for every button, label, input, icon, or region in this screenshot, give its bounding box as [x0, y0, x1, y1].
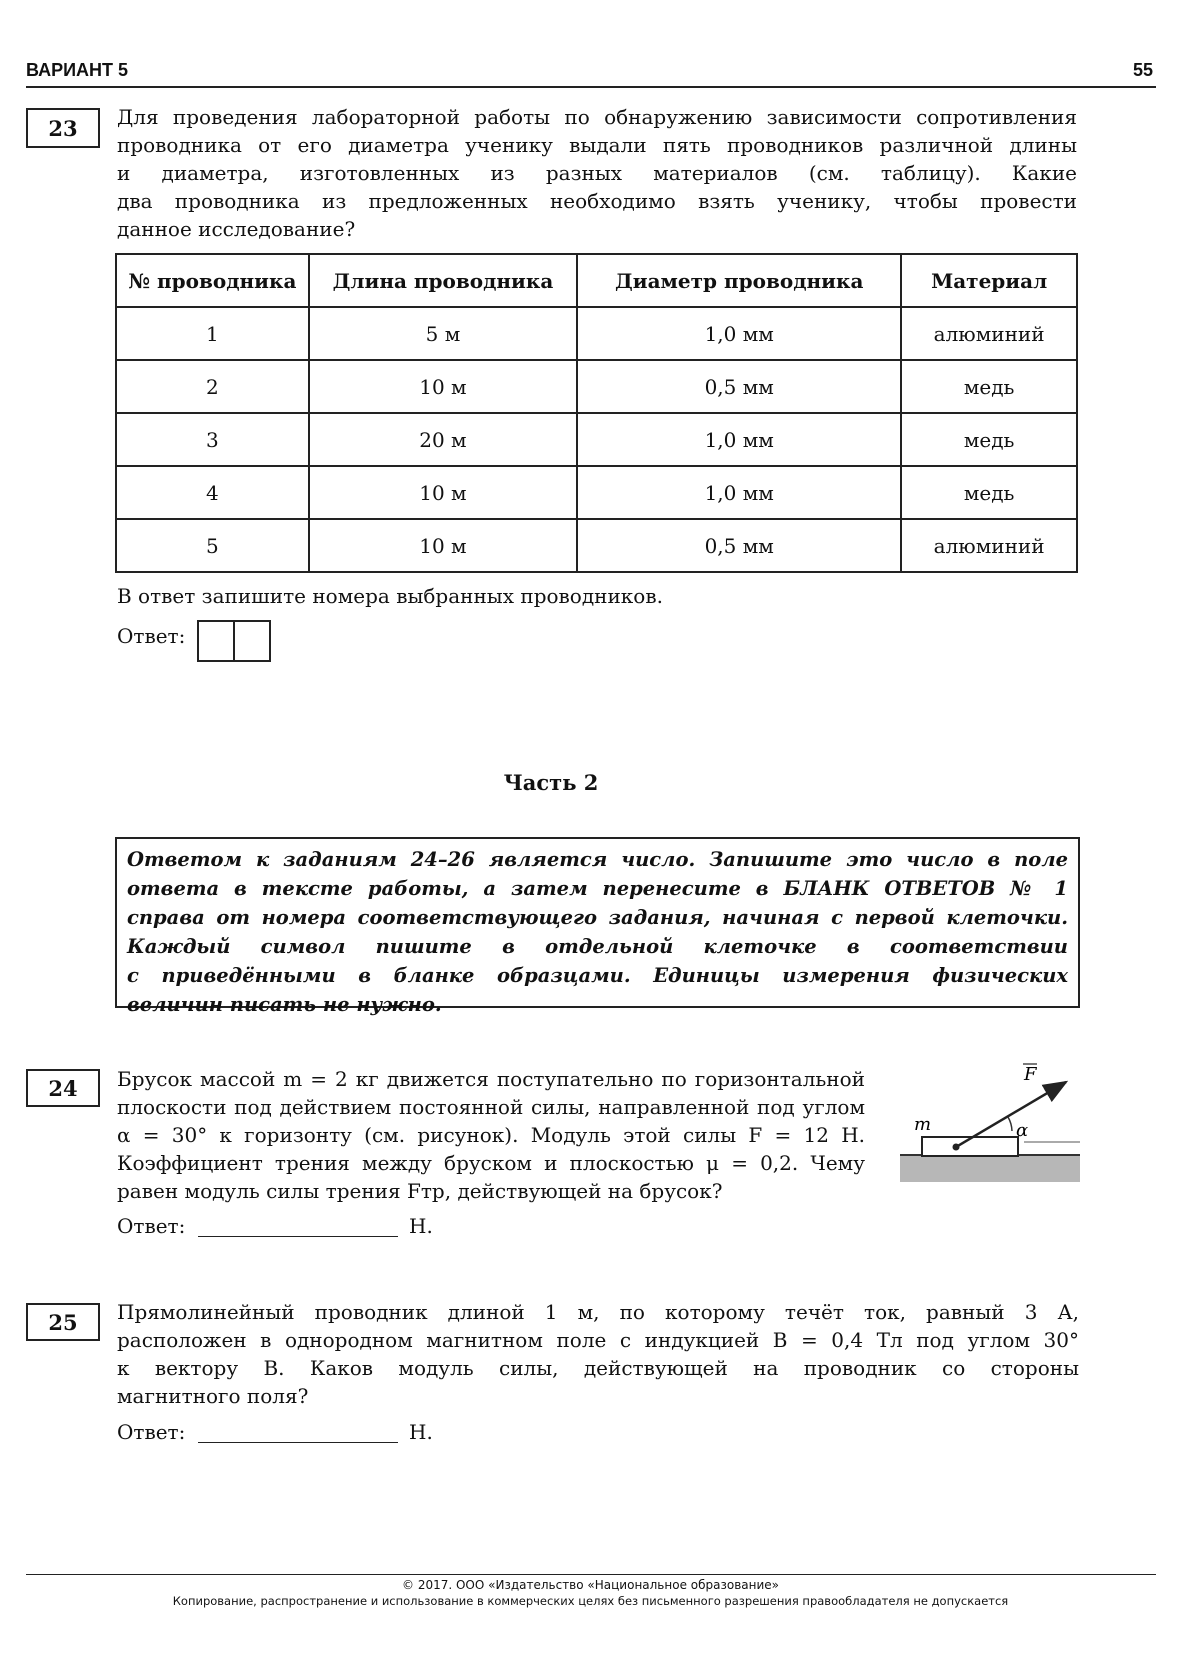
table-cell: медь: [901, 360, 1077, 413]
task-25-line: к вектору B. Каков модуль силы, действующей на проводник со стороны: [117, 1356, 1079, 1380]
instruction-line: справа от номера соответствующего задания, начиная с первой клеточки.: [127, 906, 1068, 929]
angle-label: α: [1016, 1120, 1029, 1141]
header-cell: Диаметр проводника: [577, 254, 901, 307]
task-25-text: [117, 1298, 1079, 1410]
instruction-line: ответа в тексте работы, а затем перенесите в БЛАНК ОТВЕТОВ № 1: [127, 877, 1068, 900]
task-25-line: магнитного поля?: [117, 1384, 309, 1408]
task-23-number: 23: [26, 108, 100, 148]
task-24-line: α = 30° к горизонту (см. рисунок). Модуль этой силы F = 12 Н.: [117, 1123, 865, 1147]
answer-cell[interactable]: [235, 620, 271, 662]
table-cell: 1,0 мм: [577, 307, 901, 360]
footer-copyright: © 2017. ООО «Издательство «Национальное образование»: [402, 1578, 779, 1592]
task-25-answer-label: Ответ:: [117, 1420, 186, 1444]
table-row: [116, 519, 1077, 572]
task-23-line: два проводника из предложенных необходимо взять ученику, чтобы провести: [117, 189, 1077, 213]
task-25-answer-field[interactable]: [198, 1420, 398, 1443]
task-24-unit: Н.: [409, 1214, 433, 1238]
instruction-line: Ответом к заданиям 24–26 является число. Запишите это число в поле: [127, 848, 1068, 871]
task-25-line: Прямолинейный проводник длиной 1 м, по которому течёт ток, равный 3 А,: [117, 1300, 1079, 1324]
table-row: [116, 466, 1077, 519]
task-25-number: 25: [26, 1303, 100, 1341]
table-cell: 1,0 мм: [577, 413, 901, 466]
table-cell: 5: [116, 519, 309, 572]
task-24-text: [117, 1065, 865, 1205]
task-24-number: 24: [26, 1069, 100, 1107]
table-row: [116, 413, 1077, 466]
part-2-title: Часть 2: [503, 770, 599, 795]
task-25-unit: Н.: [409, 1420, 433, 1444]
task-25-line: расположен в однородном магнитном поле с индукцией B = 0,4 Тл под углом 30°: [117, 1328, 1079, 1352]
table-cell: 0,5 мм: [577, 360, 901, 413]
instruction-line: с приведёнными в бланке образцами. Единицы измерения физических: [127, 964, 1068, 987]
force-label: F: [1024, 1064, 1037, 1085]
table-cell: 10 м: [309, 466, 577, 519]
mass-label: m: [914, 1114, 932, 1135]
task-23-line: проводника от его диаметра ученику выдали пять проводников различной длины: [117, 133, 1077, 157]
task-24-line: плоскости под действием постоянной силы, направленной под углом: [117, 1095, 865, 1119]
table-cell: 10 м: [309, 519, 577, 572]
task-23-instruction: В ответ запишите номера выбранных проводников.: [117, 584, 663, 608]
footer-notice: Копирование, распространение и использование в коммерческих целях без письменного разрешения правообладателя не допускается: [172, 1594, 1009, 1608]
task-23-line: и диаметра, изготовленных из разных материалов (см. таблицу). Какие: [117, 161, 1077, 185]
task-23-answer-label: Ответ:: [117, 624, 186, 648]
table-cell: 5 м: [309, 307, 577, 360]
table-cell: 1: [116, 307, 309, 360]
task-24-line: Коэффициент трения между бруском и плоскостью μ = 0,2. Чему: [117, 1151, 865, 1175]
task-23-text: [117, 103, 1077, 243]
footer-rule: [26, 1574, 1156, 1575]
page-number: 55: [1132, 60, 1153, 80]
conductors-table: [115, 253, 1078, 573]
table-cell: алюминий: [901, 519, 1077, 572]
ground-surface: [900, 1156, 1080, 1182]
table-row: [116, 307, 1077, 360]
task-23-answer-cells: [197, 620, 271, 662]
instruction-line: Каждый символ пишите в отдельной клеточке в соответствии: [127, 935, 1068, 958]
header-cell: Материал: [901, 254, 1077, 307]
task-24-line: равен модуль силы трения Fтр, действующей на брусок?: [117, 1179, 723, 1203]
header-cell: № проводника: [116, 254, 309, 307]
table-cell: 2: [116, 360, 309, 413]
instruction-line: величин писать не нужно.: [127, 993, 442, 1016]
part-2-instructions: [115, 837, 1080, 1016]
table-header-row: [116, 254, 1077, 307]
table-cell: 20 м: [309, 413, 577, 466]
table-row: [116, 360, 1077, 413]
table-cell: 3: [116, 413, 309, 466]
task-24-answer-field[interactable]: [198, 1214, 398, 1237]
table-cell: алюминий: [901, 307, 1077, 360]
task-24-line: Брусок массой m = 2 кг движется поступательно по горизонтальной: [117, 1067, 865, 1091]
task-23-line: Для проведения лабораторной работы по обнаружению зависимости сопротивления: [117, 105, 1077, 129]
task-24-answer-label: Ответ:: [117, 1214, 186, 1238]
table-cell: 10 м: [309, 360, 577, 413]
table-cell: медь: [901, 413, 1077, 466]
table-cell: 1,0 мм: [577, 466, 901, 519]
header-rule: [26, 86, 1156, 88]
angle-arc: [1008, 1117, 1012, 1131]
table-cell: 4: [116, 466, 309, 519]
task-23-line: данное исследование?: [117, 217, 356, 241]
block-force-figure: [900, 1058, 1082, 1186]
table-cell: 0,5 мм: [577, 519, 901, 572]
table-cell: медь: [901, 466, 1077, 519]
answer-cell[interactable]: [197, 620, 235, 662]
variant-label: ВАРИАНТ 5: [26, 60, 129, 80]
header-cell: Длина проводника: [309, 254, 577, 307]
